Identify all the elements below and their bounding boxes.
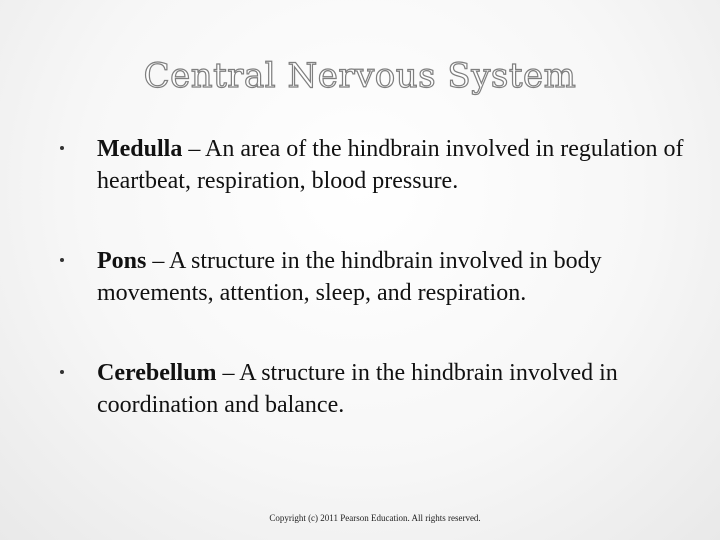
bullet-term: Cerebellum <box>97 360 217 386</box>
bullet-dot-icon <box>60 146 64 150</box>
slide-title: Central Nervous System <box>143 56 577 96</box>
bullet-term: Pons <box>97 248 147 274</box>
bullet-dot-icon <box>60 258 64 262</box>
bullet-text: – A structure in the hindbrain involved in coordination and balance. <box>97 360 618 418</box>
bullet-term: Medulla <box>97 136 183 162</box>
bullet-list <box>60 133 700 469</box>
bullet-dot-icon <box>60 370 64 374</box>
bullet-text: – An area of the hindbrain involved in regulation of heartbeat, respiration, blood pressure. <box>97 136 684 194</box>
bullet-medulla <box>60 133 700 197</box>
bullet-cerebellum <box>60 357 700 421</box>
bullet-pons <box>60 245 700 309</box>
copyright-footer: Copyright (c) 2011 Pearson Education. All rights reserved. <box>269 513 481 523</box>
bullet-text: – A structure in the hindbrain involved in body movements, attention, sleep, and respiration. <box>97 248 602 306</box>
